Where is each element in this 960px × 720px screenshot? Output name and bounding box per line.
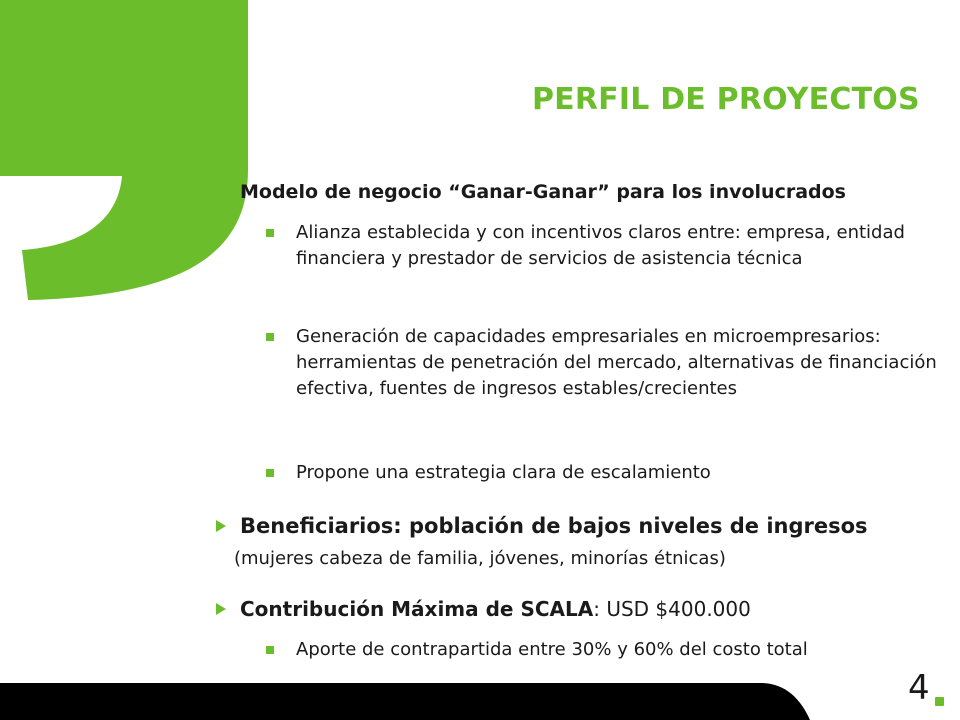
list-item	[266, 220, 946, 272]
bottom-bar-decoration	[0, 683, 810, 720]
section-heading-text: Modelo de negocio “Ganar-Ganar” para los involucrados	[240, 181, 846, 203]
section-heading-1	[216, 179, 846, 205]
square-bullet-icon	[266, 646, 274, 654]
section-heading-3	[216, 596, 751, 622]
list-item-text: Aporte de contrapartida entre 30% y 60% del costo total	[296, 639, 808, 660]
section-heading-2	[216, 512, 868, 540]
list-item	[266, 637, 946, 663]
page-number: 4	[908, 668, 930, 708]
triangle-arrow-icon	[216, 186, 226, 198]
page-number-dot	[935, 697, 944, 706]
square-bullet-icon	[266, 229, 274, 237]
square-bullet-icon	[266, 333, 274, 341]
green-comma-decoration	[0, 0, 260, 310]
triangle-arrow-icon	[216, 520, 226, 532]
section-heading-value: : USD $400.000	[593, 597, 751, 621]
page-title: PERFIL DE PROYECTOS	[532, 82, 920, 117]
section-heading-text: Beneficiarios: población de bajos niveles de ingresos	[240, 514, 868, 538]
list-item-text: Propone una estrategia clara de escalamiento	[296, 462, 711, 483]
square-bullet-icon	[266, 469, 274, 477]
section-heading-text: Contribución Máxima de SCALA	[240, 597, 594, 621]
section-note-text: (mujeres cabeza de familia, jóvenes, minorías étnicas)	[234, 548, 726, 569]
section-note	[234, 546, 726, 572]
list-item-text: Alianza establecida y con incentivos claros entre: empresa, entidad financiera y prestador de servicios de asistencia técnica	[296, 222, 905, 269]
list-item	[266, 460, 946, 486]
triangle-arrow-icon	[216, 603, 226, 615]
list-item	[266, 324, 946, 402]
list-item-text: Generación de capacidades empresariales en microempresarios: herramientas de penetración del mercado, alternativas de financiación efectiva, fuentes de ingresos estables/crecientes	[296, 326, 937, 399]
